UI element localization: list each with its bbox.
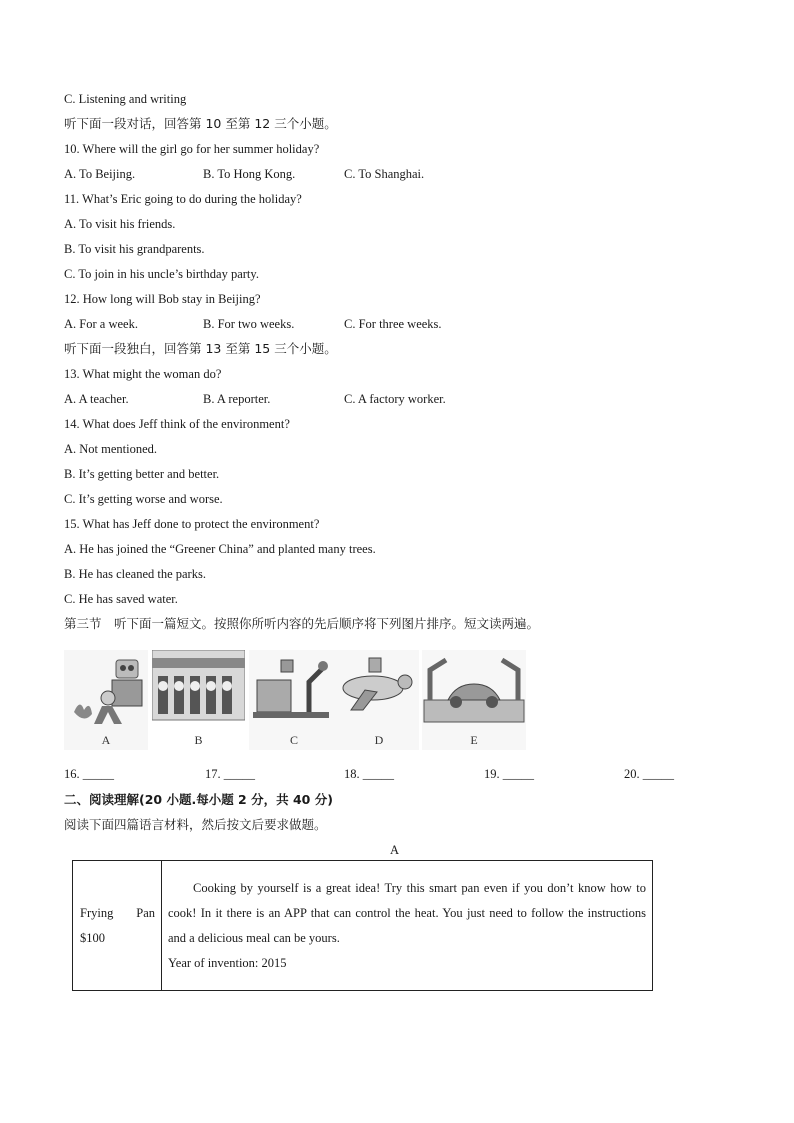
picture-label-d: D [374, 733, 384, 747]
q11-option-b: B. To visit his grandparents. [64, 242, 205, 256]
picture-a [64, 650, 148, 750]
reading-directions: 阅读下面四篇语言材料，然后按文后要求做题。 [64, 817, 327, 832]
part-2-heading: 二、阅读理解(20 小题.每小题 2 分，共 40 分) [64, 792, 333, 807]
q15-option-c: C. He has saved water. [64, 592, 178, 606]
q15-option-a: A. He has joined the “Greener China” and planted many trees. [64, 542, 376, 556]
product-info-cell [162, 861, 653, 991]
product-name: Frying Pan [80, 905, 155, 920]
q15-option-b: B. He has cleaned the parks. [64, 567, 206, 581]
product-table [72, 860, 653, 991]
q10-option-b: B. To Hong Kong. [203, 167, 296, 181]
q10-option-a: A. To Beijing. [64, 167, 136, 181]
picture-label-b: B [194, 733, 203, 747]
question-13: 13. What might the woman do? [64, 367, 222, 381]
picture-b [152, 650, 245, 750]
q11-option-c: C. To join in his uncle’s birthday party. [64, 267, 259, 281]
product-name-cell [73, 861, 162, 991]
picture-e [422, 650, 526, 750]
q10-option-c: C. To Shanghai. [344, 167, 425, 181]
q13-option-c: C. A factory worker. [344, 392, 446, 406]
q13-option-b: B. A reporter. [203, 392, 271, 406]
dialogue-directions: 听下面一段对话，回答第 10 至第 12 三个小题。 [64, 116, 337, 131]
blank-16[interactable]: 16. _____ [64, 767, 114, 781]
q13-option-a: A. A teacher. [64, 392, 129, 406]
question-14: 14. What does Jeff think of the environment? [64, 417, 290, 431]
question-12: 12. How long will Bob stay in Beijing? [64, 292, 261, 306]
monologue-directions: 听下面一段独白，回答第 13 至第 15 三个小题。 [64, 341, 337, 356]
question-11: 11. What’s Eric going to do during the holiday? [64, 192, 302, 206]
question-10: 10. Where will the girl go for her summer holiday? [64, 142, 320, 156]
picture-d [339, 650, 419, 750]
q12-option-b: B. For two weeks. [203, 317, 295, 331]
passage-label: A [390, 843, 400, 857]
section-3-directions: 第三节 听下面一篇短文。按照你所听内容的先后顺序将下列图片排序。短文读两遍。 [64, 616, 540, 631]
blank-17[interactable]: 17. _____ [205, 767, 255, 781]
picture-label-c: C [289, 733, 298, 747]
q11-option-a: A. To visit his friends. [64, 217, 176, 231]
product-description: Cooking by yourself is a great idea! Try this smart pan even if you don’t know how to cook! In it there is an APP that can control the heat. You just need to follow the instructions and a delicious meal can be yours. [168, 880, 646, 945]
q9-option-c: C. Listening and writing [64, 92, 187, 106]
picture-c [249, 650, 339, 750]
picture-label-e: E [470, 733, 478, 747]
blank-19[interactable]: 19. _____ [484, 767, 534, 781]
question-15: 15. What has Jeff done to protect the environment? [64, 517, 320, 531]
q14-option-a: A. Not mentioned. [64, 442, 158, 456]
q12-option-a: A. For a week. [64, 317, 138, 331]
q14-option-b: B. It’s getting better and better. [64, 467, 220, 481]
picture-label-a: A [101, 733, 111, 747]
blank-18[interactable]: 18. _____ [344, 767, 394, 781]
q12-option-c: C. For three weeks. [344, 317, 442, 331]
product-year: Year of invention: 2015 [168, 955, 287, 970]
product-price: $100 [80, 930, 105, 945]
blank-20[interactable]: 20. _____ [624, 767, 674, 781]
q14-option-c: C. It’s getting worse and worse. [64, 492, 223, 506]
